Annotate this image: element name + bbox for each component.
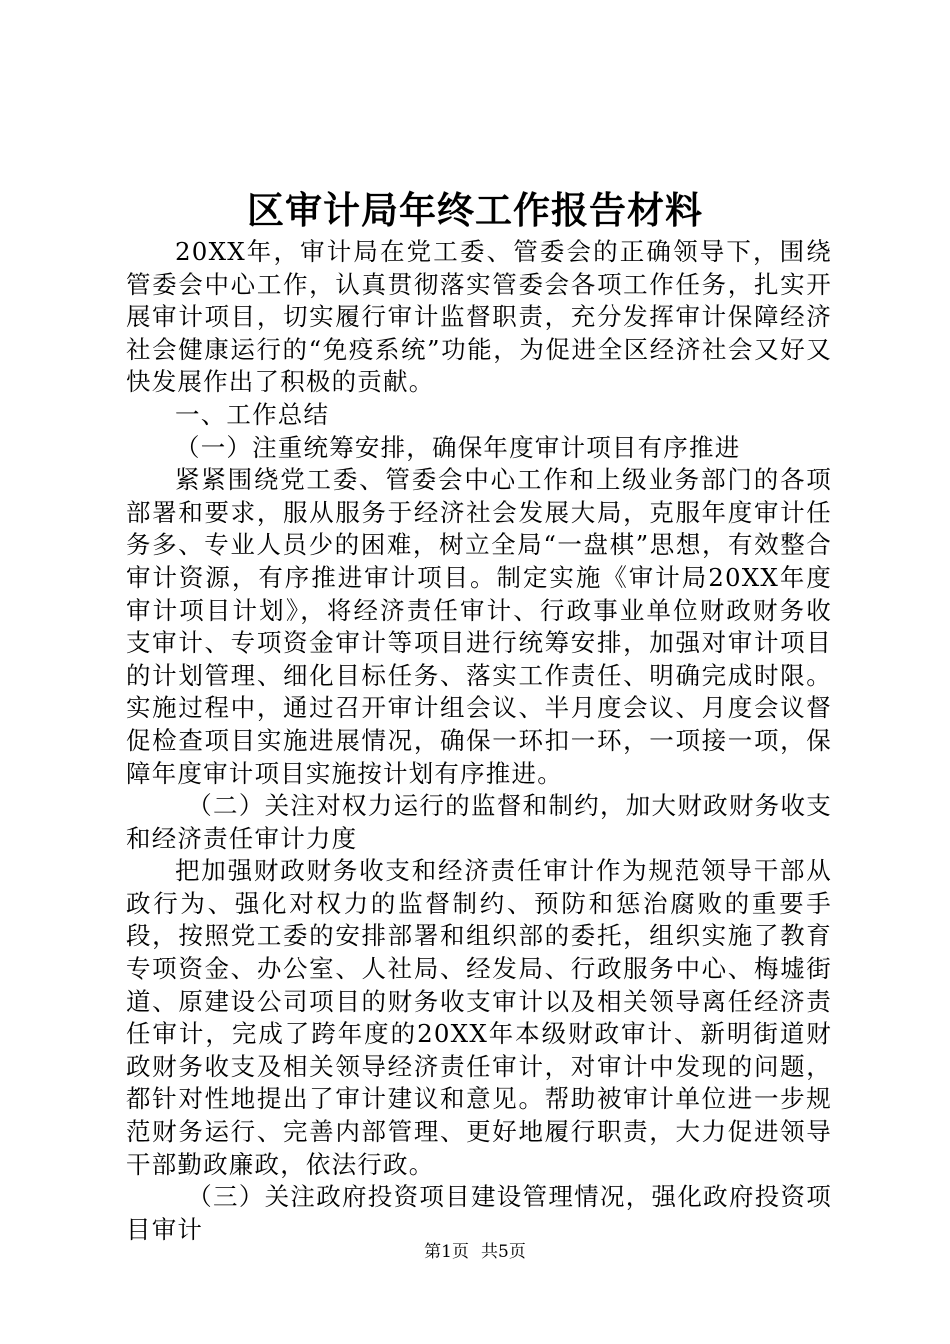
subsection-heading-3: （三）关注政府投资项目建设管理情况，强化政府投资项目审计	[126, 1182, 832, 1244]
body-paragraph-2: 把加强财政财务收支和经济责任审计作为规范领导干部从政行为、强化对权力的监督制约、预防和惩治腐败的重要手段，按照党工委的安排部署和组织部的委托，组织实施了教育专项资金、办公室、人社局、经发局、行政服务中心、梅墟街道、原建设公司项目的财务收支审计以及相关领导离任经济责任审计，完成了跨年度的20XX年本级财政审计、新明街道财政财务收支及相关领导经济责任审计，对审计中发现的问题，都针对性地提出了审计建议和意见。帮助被审计单位进一步规范财务运行、完善内部管理、更好地履行职责，大力促进领导干部勤政廉政，依法行政。	[126, 856, 832, 1179]
page-footer	[0, 1240, 950, 1264]
body-paragraph-1: 紧紧围绕党工委、管委会中心工作和上级业务部门的各项部署和要求，服从服务于经济社会发展大局，克服年度审计任务多、专业人员少的困难，树立全局“一盘棋”思想，有效整合审计资源，有序推进审计项目。制定实施《审计局20XX年度审计项目计划》，将经济责任审计、行政事业单位财政财务收支审计、专项资金审计等项目进行统筹安排，加强对审计项目的计划管理、细化目标任务、落实工作责任、明确完成时限。实施过程中，通过召开审计组会议、半月度会议、月度会议督促检查项目实施进展情况，确保一环扣一环，一项接一项，保障年度审计项目实施按计划有序推进。	[126, 465, 832, 788]
document-body	[126, 236, 832, 1246]
intro-paragraph: 20XX年，审计局在党工委、管委会的正确领导下，围绕管委会中心工作，认真贯彻落实管委会各项工作任务，扎实开展审计项目，切实履行审计监督职责，充分发挥审计保障经济社会健康运行的“免疫系统”功能，为促进全区经济社会又好又快发展作出了积极的贡献。	[126, 237, 832, 397]
section-heading-work-summary: 一、工作总结	[175, 399, 330, 429]
page-total: 共5页	[481, 1242, 526, 1262]
document-title: 区审计局年终工作报告材料	[247, 188, 703, 232]
subsection-heading-2: （二）关注对权力运行的监督和制约，加大财政财务收支和经济责任审计力度	[126, 791, 832, 853]
page-number: 第1页	[424, 1242, 469, 1262]
subsection-heading-1: （一）注重统筹安排，确保年度审计项目有序推进	[175, 432, 741, 462]
